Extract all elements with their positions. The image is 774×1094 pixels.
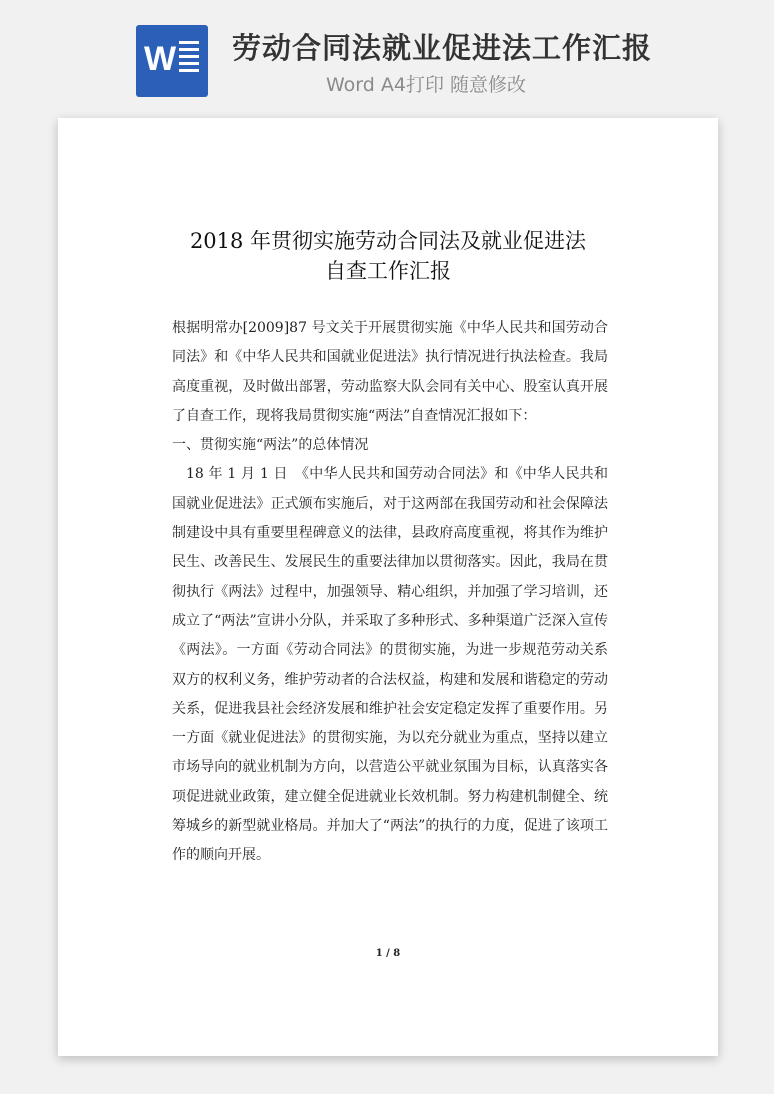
document-title-line-2: 自查工作汇报 [325, 259, 451, 283]
word-icon [136, 25, 208, 97]
header-banner [0, 0, 774, 110]
paragraph-main: 18 年 1 月 1 日 《中华人民共和国劳动合同法》和《中华人民共和国就业促进法》正式颁布实施后，对于这两部在我国劳动和社会保障法制建设中具有重要里程碑意义的法律，县政府高度重视，将其作为维护民生、改善民生、发展民生的重要法律加以贯彻落实。因此，我局在贯彻执行《两法》过程中，加强领导、精心组织，并加强了学习培训，还成立了“两法”宣讲小分队，并采取了多种形式、多种渠道广泛深入宣传《两法》。一方面《劳动合同法》的贯彻实施，为进一步规范劳动关系双方的权利义务，维护劳动者的合法权益，构建和发展和谐稳定的劳动关系，促进我县社会经济发展和维护社会安定稳定发挥了重要作用。另一方面《就业促进法》的贯彻实施，为以充分就业为重点，坚持以建立市场导向的就业机制为方向，以营造公平就业氛围为目标，认真落实各项促进就业政策，建立健全促进就业长效机制。努力构建机制健全、统筹城乡的新型就业格局。并加大了“两法”的执行的力度，促进了该项工作的顺向开展。 [172, 466, 608, 864]
document-body [172, 314, 608, 871]
document-title-line-1: 2018 年贯彻实施劳动合同法及就业促进法 [189, 229, 587, 253]
banner-subtitle: Word A4打印 随意修改 [326, 74, 527, 96]
page-number: 1 / 8 [375, 948, 401, 959]
document-page [58, 118, 718, 1056]
word-logo-letter: W [144, 40, 177, 78]
section-heading: 一、贯彻实施“两法”的总体情况 [172, 437, 369, 454]
word-logo-lines [179, 41, 199, 76]
banner-title: 劳动合同法就业促进法工作汇报 [232, 31, 653, 65]
paragraph-intro: 根据明常办[2009]87 号文关于开展贯彻实施《中华人民共和国劳动合同法》和《中华人民共和国就业促进法》执行情况进行执法检查。我局高度重视，及时做出部署，劳动监察大队会同有关中心、股室认真开展了自查工作，现将我局贯彻实施“两法”自查情况汇报如下： [172, 320, 608, 424]
document-title [58, 226, 718, 286]
